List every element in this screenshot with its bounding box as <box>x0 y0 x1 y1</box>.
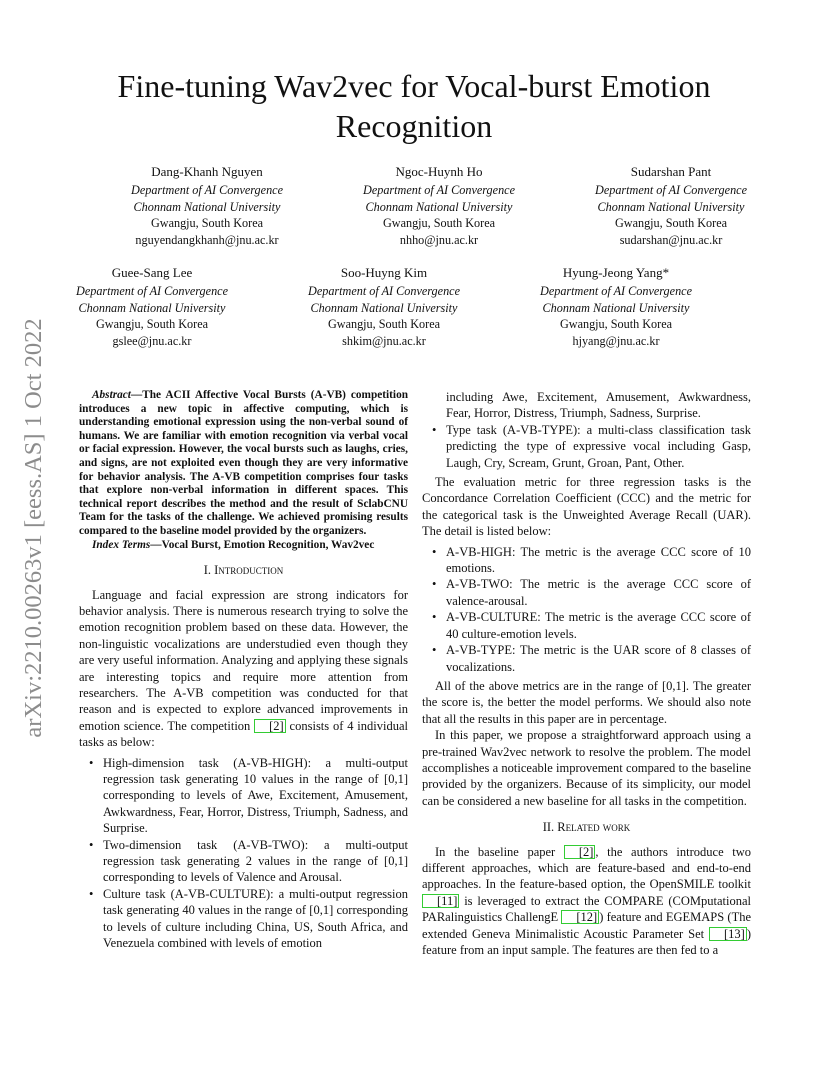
paragraph <box>422 844 751 959</box>
author-city: Gwangju, South Korea <box>382 216 496 231</box>
author-city: Gwangju, South Korea <box>614 216 728 231</box>
author-name: Soo-Huyng Kim <box>340 265 428 280</box>
abstract <box>79 389 408 539</box>
paragraph: In this paper, we propose a straightforward approach using a pre-trained Wav2vec network to resolve the problem. The model accomplishes a noticeable improvement compared to the baseline provided by the organizers. Because of its simplicity, our model can be considered a new baseline for all tasks in the competition. <box>422 728 751 808</box>
author-city: Gwangju, South Korea <box>95 317 209 332</box>
author-city: Gwangju, South Korea <box>559 317 673 332</box>
paragraph <box>79 587 408 751</box>
citation-link[interactable]: [12] <box>561 910 599 924</box>
author-email: nguyendangkhanh@jnu.ac.kr <box>135 233 279 248</box>
citation-link[interactable]: [2] <box>564 845 596 859</box>
list-item: • A-VB-HIGH: The metric is the average CCC score of 10 emotions. <box>422 544 751 577</box>
list-item: • Two-dimension task (A-VB-TWO): a multi-output regression task generating 2 values in the range of [0,1] corresponding to levels of Valence and Arousal. <box>79 837 408 886</box>
task-list <box>79 755 408 952</box>
author-block <box>42 265 262 350</box>
author-univ: Chonnam National University <box>78 300 226 315</box>
author-dept: Department of AI Convergence <box>131 182 283 197</box>
list-item: • Type task (A-VB-TYPE): a multi-class classification task predicting the type of expressive vocal including Gasp, Laugh, Cry, Scream, Grunt, Groan, Pant, Other. <box>422 422 751 471</box>
index-terms <box>79 539 408 553</box>
paragraph: The evaluation metric for three regression tasks is the Concordance Correlation Coefficient (CCC) and the metric for the categorical task is the Unweighted Average Recall (UAR). The detail is listed below: <box>422 475 751 539</box>
list-item: • A-VB-CULTURE: The metric is the average CCC score of 40 culture-emotion levels. <box>422 609 751 642</box>
author-univ: Chonnam National University <box>133 199 281 214</box>
index-terms-label: Index Terms <box>92 538 151 551</box>
task-list-cont <box>422 422 751 471</box>
arxiv-stamp <box>19 288 49 768</box>
author-email: nhho@jnu.ac.kr <box>399 233 479 248</box>
author-name: Sudarshan Pant <box>630 164 712 179</box>
author-name: Hyung-Jeong Yang* <box>562 265 670 280</box>
paragraph-text: Language and facial expression are strong indicators for behavior analysis. There is numerous research trying to solve the emotion recognition problem based on these data. However, the non-linguistic vocalizations are understudied even though they are very useful information. Analyzing and applying these signals are interesting topics and require more attention from researchers. The A-VB competition was conducted for that reason and is expected to explore advanced improvements in emotion science. The competition <box>79 587 408 733</box>
abstract-text: —The ACII Affective Vocal Bursts (A-VB) competition introduces a new topic in affective computing, which is understanding emotional expression using the non-verbal sound of humans. We are familiar with emotion recognition via verbal vocal or facial expression. However, the vocal bursts such as laughs, cries, and signs, are not exploited even though they are very informative for behavior analysis. The A-VB competition comprises four tasks that explore non-verbal information in different spaces. This technical report describes the method and the result of SclabCNU Team for the tasks of the challenge. We achieved promising results compared to the baseline model provided by the organizers. <box>79 389 408 537</box>
paragraph-text: ) feature and EGEMAPS (The extended Geneva Minimalistic Acoustic Parameter Set <box>422 910 751 941</box>
section-heading: II. Related work <box>542 820 631 835</box>
author-dept: Department of AI Convergence <box>540 283 692 298</box>
paragraph-text: ) feature from an input sample. The features are then fed to a <box>422 926 751 957</box>
list-item: • High-dimension task (A-VB-HIGH): a multi-output regression task generating 10 values in the range of [0,1] corresponding to levels of Awe, Excitement, Amusement, Awkwardness, Fear, Horror, Distress, Triumph, Sadness, and Surprise. <box>79 755 408 837</box>
paragraph-text: , the authors introduce two different approaches, which are feature-based and end-to-end approaches. In the feature-based option, the OpenSMILE toolkit <box>422 844 751 892</box>
index-terms-text: —Vocal Burst, Emotion Recognition, Wav2vec <box>150 538 375 551</box>
author-dept: Department of AI Convergence <box>308 283 460 298</box>
arxiv-id: arXiv:2210.00263v1 [eess.AS] 1 Oct 2022 <box>20 318 47 738</box>
right-column <box>422 389 751 958</box>
list-item: • A-VB-TYPE: The metric is the UAR score of 8 classes of vocalizations. <box>422 642 751 675</box>
author-city: Gwangju, South Korea <box>150 216 264 231</box>
author-block <box>561 164 781 249</box>
author-univ: Chonnam National University <box>542 300 690 315</box>
author-email: hjyang@jnu.ac.kr <box>572 334 660 349</box>
author-univ: Chonnam National University <box>597 199 745 214</box>
author-dept: Department of AI Convergence <box>363 182 515 197</box>
citation-link[interactable]: [2] <box>254 719 286 733</box>
paragraph-text: In the baseline paper <box>435 844 564 859</box>
author-city: Gwangju, South Korea <box>327 317 441 332</box>
abstract-label: Abstract <box>92 389 131 401</box>
author-dept: Department of AI Convergence <box>595 182 747 197</box>
metric-list <box>422 544 751 675</box>
author-block <box>506 265 726 350</box>
author-block <box>274 265 494 350</box>
list-continuation: including Awe, Excitement, Amusement, Awkwardness, Fear, Horror, Distress, Triumph, Sadness, Surprise. <box>446 390 751 421</box>
list-item: • A-VB-TWO: The metric is the average CCC score of valence-arousal. <box>422 576 751 609</box>
paragraph: All of the above metrics are in the range of [0,1]. The greater the score is, the better the model performs. We should also note that all the results in this paper are in percentage. <box>422 678 751 726</box>
author-block <box>97 164 317 249</box>
citation-link[interactable]: [13] <box>709 927 747 941</box>
author-univ: Chonnam National University <box>365 199 513 214</box>
author-email: gslee@jnu.ac.kr <box>112 334 192 349</box>
author-name: Dang-Khanh Nguyen <box>151 164 263 179</box>
paragraph-text: consists of 4 individual tasks as below: <box>79 718 408 750</box>
author-block <box>329 164 549 249</box>
paragraph-text: is leveraged to extract the COMPARE (COMputational PARalinguistics ChallengE <box>422 893 751 925</box>
paper-title: Fine-tuning Wav2vec for Vocal-burst Emotion Recognition <box>117 68 711 144</box>
author-email: sudarshan@jnu.ac.kr <box>619 233 723 248</box>
list-item: • Culture task (A-VB-CULTURE): a multi-output regression task generating 40 values in the range of [0,1] corresponding to levels of culture including China, US, South Africa, and Venezuela combined with levels of emotion <box>79 886 408 952</box>
author-dept: Department of AI Convergence <box>76 283 228 298</box>
author-name: Ngoc-Huynh Ho <box>395 164 483 179</box>
author-email: shkim@jnu.ac.kr <box>342 334 426 349</box>
author-univ: Chonnam National University <box>310 300 458 315</box>
citation-link[interactable]: [11] <box>422 894 459 908</box>
left-column <box>79 389 408 954</box>
author-name: Guee-Sang Lee <box>111 265 193 280</box>
section-heading: I. Introduction <box>203 563 284 578</box>
